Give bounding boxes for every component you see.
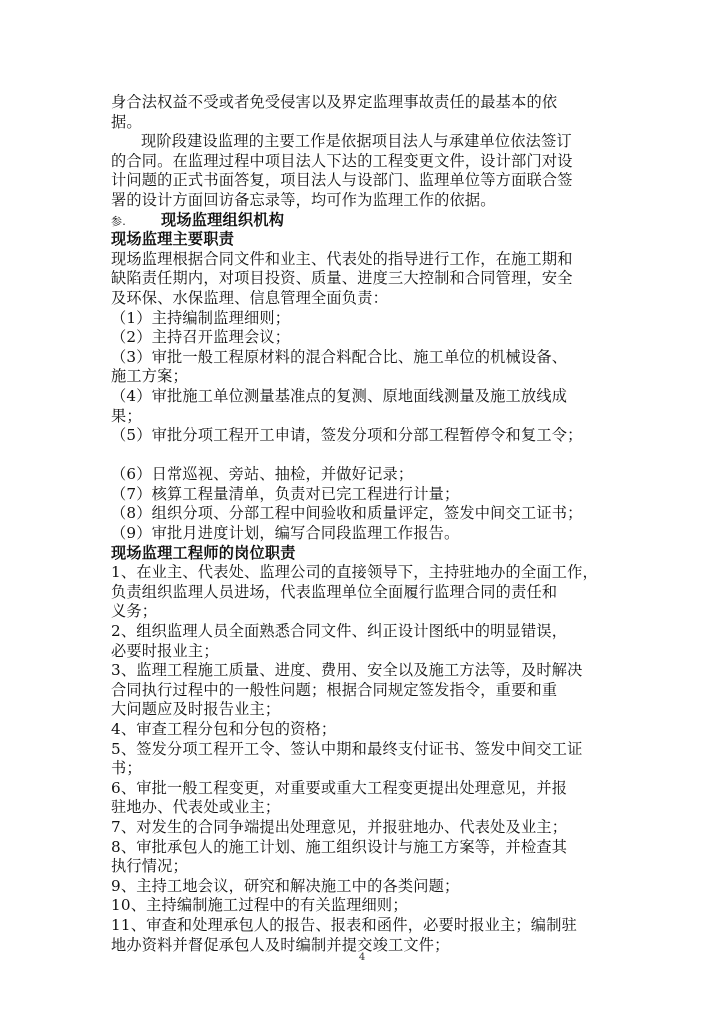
list-item: （4）审批施工单位测量基准点的复测、原地面线测量及施工放线成 [111, 386, 568, 405]
page-content [111, 93, 621, 955]
list-item: 9、主持工地会议，研究和解决施工中的各类问题； [111, 876, 460, 895]
text-line: 缺陷责任期内，对项目投资、质量、进度三大控制和合同管理，安全 [111, 269, 573, 288]
list-item: （8）组织分项、分部工程中间验收和质量评定，签发中间交工证书； [111, 504, 583, 523]
text-line: 现场监理根据合同文件和业主、代表处的指导进行工作，在施工期和 [111, 249, 573, 268]
text-line: 及环保、水保监理、信息管理全面负责： [111, 288, 388, 307]
list-item-continuation: 大问题应及时报告业主； [111, 700, 281, 719]
duties-heading: 现场监理主要职责 [111, 230, 235, 249]
duties-list [111, 309, 621, 544]
text-line: 署的设计方面回访备忘录等，均可作为监理工作的依据。 [111, 190, 496, 209]
list-item-continuation: 地办资料并督促承包人及时编制并提交竣工文件； [111, 935, 450, 954]
text-line: 据。 [111, 112, 142, 131]
paragraph-supervision-basis [111, 132, 621, 210]
list-item-continuation: 义务； [111, 602, 158, 621]
list-item: 4、审查工程分包和分包的资格； [111, 720, 337, 738]
text-line: 的合同。在监理过程中项目法人下达的工程变更文件，设计部门对设 [111, 151, 573, 170]
list-item: （2）主持召开监理会议； [111, 328, 291, 347]
blank-line [111, 446, 621, 466]
list-item: 6、审批一般工程变更，对重要或重大工程变更提出处理意见，并报 [111, 778, 568, 797]
list-item-continuation: 合同执行过程中的一般性问题；根据合同规定签发指令，重要和重 [111, 680, 558, 699]
paragraph-legal-basis [111, 93, 621, 132]
list-item: （6）日常巡视、旁站、抽检，并做好记录； [111, 465, 414, 484]
list-item: （9）审批月进度计划，编写合同段监理工作报告。 [111, 524, 460, 543]
list-item: （1）主持编制监理细则； [111, 308, 291, 327]
text-line: 现阶段建设监理的主要工作是依据项目法人与承建单位依法签订 [141, 132, 572, 151]
list-item-continuation: 负责组织监理人员进场，代表监理单位全面履行监理合同的责任和 [111, 582, 558, 601]
text-line: 计问题的正式书面答复，项目法人与设部门、监理单位等方面联合签 [111, 171, 573, 190]
section-title: 现场监理组织机构 [161, 210, 285, 229]
list-item: 7、对发生的合同争端提出处理意见，并报驻地办、代表处及业主； [111, 817, 568, 836]
list-item: （5）审批分项工程开工申请，签发分项和分部工程暂停令和复工令； [111, 426, 583, 445]
list-item: （3）审批一般工程原材料的混合料配合比、施工单位的机械设备、 [111, 347, 568, 366]
list-item-continuation: 果； [111, 406, 142, 425]
list-item-continuation: 书； [111, 759, 142, 778]
list-item-continuation: 执行情况； [111, 857, 188, 876]
list-item: 1、在业主、代表处、监理公司的直接领导下，主持驻地办的全面工作， [111, 563, 598, 582]
list-item: （7）核算工程量清单，负责对已完工程进行计量； [111, 484, 460, 503]
list-item-continuation: 驻地办、代表处或业主； [111, 798, 281, 817]
page-number: 4 [358, 952, 366, 963]
list-item: 8、审批承包人的施工计划、施工组织设计与施工方案等，并检查其 [111, 837, 568, 856]
list-item: 11、审查和处理承包人的报告、报表和函件，必要时报业主；编制驻 [111, 915, 577, 934]
text-line: 身合法权益不受或者免受侵害以及界定监理事故责任的最基本的依 [111, 93, 558, 111]
list-item: 5、签发分项工程开工令、签认中期和最终支付证书、签发中间交工证 [111, 739, 583, 758]
section-heading [111, 211, 621, 231]
engineer-duties-heading: 现场监理工程师的岗位职责 [111, 543, 296, 562]
list-item-continuation: 必要时报业主； [111, 641, 219, 660]
list-item-continuation: 施工方案； [111, 367, 188, 386]
list-item: 10、主持编制施工过程中的有关监理细则； [111, 896, 408, 915]
list-item: 2、组织监理人员全面熟悉合同文件、纠正设计图纸中的明显错误， [111, 622, 568, 641]
duties-intro [111, 250, 621, 309]
section-number: 参. [111, 214, 126, 228]
list-item: 3、监理工程施工质量、进度、费用、安全以及施工方法等，及时解决 [111, 661, 583, 680]
engineer-duties-list [111, 563, 621, 955]
